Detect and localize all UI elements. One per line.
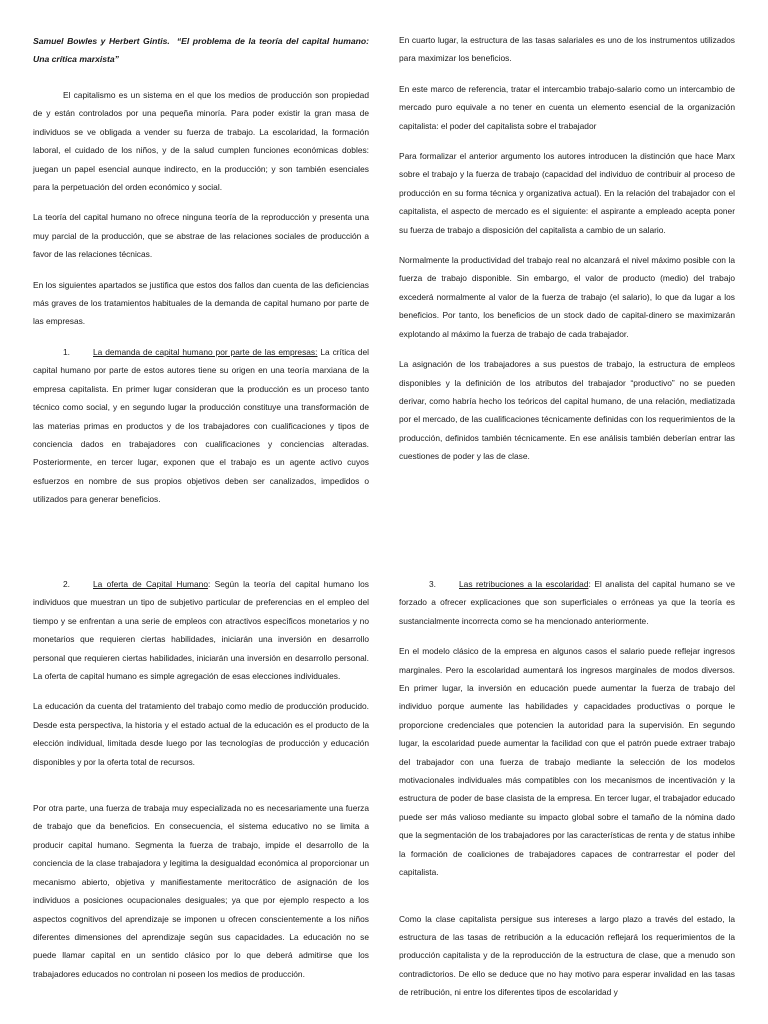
section-number: 3. bbox=[429, 579, 436, 589]
paragraph: En cuarto lugar, la estructura de las tasas salariales es uno de los instrumentos utilizados para maximizar los beneficios. bbox=[399, 35, 735, 64]
section-body: : El analista del capital humano se ve forzado a ofrecer explicaciones que son superficiales o erróneas ya que la teoría es sustancialmente incorrecta como se ha mencionado anteriormente. bbox=[399, 579, 735, 626]
paragraph: Para formalizar el anterior argumento los autores introducen la distinción que hace Marx sobre el trabajo y la fuerza de trabajo (capacidad del individuo de contribuir al proceso de producción en su forma técnica y organizativa actual). En la relación del trabajador con el capitalista, el aspecto de mercado es el siguiente: el aspirante a empleado acepta poner su fuerza de trabajo a disposición del capitalista a cambio de un salario. bbox=[399, 151, 735, 235]
section-3 bbox=[399, 575, 735, 630]
paragraph: Como la clase capitalista persigue sus intereses a largo plazo a través del estado, la estructura de las tasas de retribución a la educación reflejará los requerimientos de la producción capitalista y de la reproducción de la estructura de clase, que a menudo son contradictorios. De ello se deduce que no hay motivo para esperar invalidad en las tasas de retribución, ni entre los diferentes tipos de escolaridad y bbox=[399, 913, 735, 998]
column-bottom-right bbox=[399, 575, 735, 1014]
paragraph: En el modelo clásico de la empresa en algunos casos el salario puede reflejar ingresos marginales. Pero la escolaridad aumentará los ingresos marginales de modos diversos. En primer lugar, la inversión en educación puede aumentar la fuerza de trabajo del individuo porque aumente las habilidades y capacidades productivas o porque le proporcione credenciales que potencien la autoridad para la supervisión. En segundo lugar, la escolaridad puede aumentar la facilidad con que el patrón puede extraer trabajo del trabajador con una fuerza de trabajo mediante la selección de los modelos motivacionales individuales más compatibles con los mecanismos de incentivación y la estructura de poder de base clasista de la empresa. En tercer lugar, el trabajador educado puede ser más valioso mediante su impacto global sobre el tamaño de la nómina dado que la segmentación de los trabajadores por las características de renta y de status inhibe la formación de coaliciones de trabajadores capaces de contrarrestar el poder del capitalista. bbox=[399, 646, 735, 878]
paragraph: La teoría del capital humano no ofrece ninguna teoría de la reproducción y presenta una muy parcial de la producción, que se abstrae de las relaciones sociales de producción a favor de las relaciones técnicas. bbox=[33, 212, 369, 260]
paragraph: La educación da cuenta del tratamiento del trabajo como medio de producción producido. Desde esta perspectiva, la historia y el estado actual de la educación es el producto de la elección individual, limitada desde luego por las tecnologías de producción y educación disponibles y por la oferta total de recursos. bbox=[33, 701, 369, 767]
section-number: 1. bbox=[63, 346, 70, 357]
section-body: La crítica del capital humano por parte de estos autores tiene su origen en una teoría marxiana de la empresa capitalista. En primer lugar consideran que la producción es un proceso tanto técnico como social, y en segundo lugar la producción constituye una transformación de las materias primas en productos y de los trabajadores con cualificaciones y tipos de conciencia dados en trabajadores con cualificaciones y conciencias alteradas. Posteriormente, en tercer lugar, exponen que el trabajo es un agente activo cuyos esfuerzos en nombre de sus propios objetivos deben ser canalizados, impedidos o utilizados para generar beneficios. bbox=[33, 346, 369, 505]
column-top-left bbox=[33, 32, 369, 521]
title-work: “El problema de la teoría del capital humano: Una crítica marxista” bbox=[33, 36, 369, 64]
paragraph: En los siguientes apartados se justifica que estos dos fallos dan cuenta de las deficiencias más graves de los tratamientos habituales de la demanda de capital humano por parte de las empresas. bbox=[33, 279, 369, 327]
section-heading: La demanda de capital humano por parte de las empresas: bbox=[93, 346, 318, 357]
column-bottom-left bbox=[33, 575, 369, 995]
paragraph: El capitalismo es un sistema en el que los medios de producción son propiedad de y están controlados por una pequeña minoría. Para poder existir la gran masa de individuos se ve obligada a vender su fuerza de trabajo. La escolaridad, la formación laboral, el cuidado de los niños, y de la salud cumplen funciones económicas dobles: juegan un papel esencial aunque indirecto, en la producción; y son también esenciales para la perpetuación del orden económico y social. bbox=[33, 90, 369, 193]
column-top-right bbox=[399, 31, 735, 478]
section-heading: Las retribuciones a la escolaridad bbox=[459, 579, 589, 589]
paragraph: La asignación de los trabajadores a sus puestos de trabajo, la estructura de empleos disponibles y la definición de los atributos del trabajador “productivo” no se pueden derivar, como habría hecho los teóricos del capital humano, de una relación, mediatizada por el mercado, de las cualificaciones técnicamente definidas con los requerimientos de la producción, definidos también técnicamente. En ese análisis también deberían entrar las cuestiones de poder y las de clase. bbox=[399, 359, 735, 462]
paragraph: Por otra parte, una fuerza de trabaja muy especializada no es necesariamente una fuerza de trabajo que da beneficios. En consecuencia, el sistema educativo no se limita a producir capital humano. Segmenta la fuerza de trabajo, impide el desarrollo de la conciencia de la clase trabajadora y legitima la desigualdad económica al proporcionar un mecanismo abierto, objetiva y manifiestamente meritocrático de asignación de los individuos a posiciones ocupacionales desiguales; ya que por ejemplo respecto a los aspectos cognitivos del aprendizaje se imponen u ofrecen conscientemente a los niños diferentes dimensiones del aprendizaje según sus capacidades. La educación no se puede llamar capital en un sentido clásico por lo que deberá admitirse que los trabajadores educados no controlan ni poseen los medios de producción. bbox=[33, 803, 369, 979]
document-title bbox=[33, 32, 369, 68]
section-body: : Según la teoría del capital humano los individuos que muestran un tipo de subjetivo particular de preferencias en el empleo del tiempo y se enfrentan a una serie de empleos con atractivos específicos monetarios y no monetarios que requieren ciertas habilidades, iniciarán una inversión en desarrollo personal que requieren ciertas habilidades, iniciarán una inversión en desarrollo personal. La oferta de capital humano es simple agregación de esas elecciones individuales. bbox=[33, 579, 369, 682]
paragraph: En este marco de referencia, tratar el intercambio trabajo-salario como un intercambio de mercado puro equivale a no tener en cuenta un elemento esencial de la organización capitalista: el poder del capitalista sobre el trabajador bbox=[399, 83, 735, 131]
title-authors: Samuel Bowles y Herbert Gintis. bbox=[33, 36, 170, 46]
paragraph: Normalmente la productividad del trabajo real no alcanzará el nivel máximo posible con la fuerza de trabajo disponible. Sin embargo, el valor de producto (medio) del trabajo excederá normalmente al valor de la fuerza de trabajo (el salario), lo que da lugar a los beneficios. Por tanto, los beneficios de un stock dado de capital-dinero se maximizarán explotando al máximo la fuerza de trabajo de cada trabajador. bbox=[399, 255, 735, 339]
section-1 bbox=[33, 343, 369, 509]
section-number: 2. bbox=[63, 579, 70, 589]
section-2 bbox=[33, 575, 369, 685]
section-heading: La oferta de Capital Humano bbox=[93, 579, 209, 589]
